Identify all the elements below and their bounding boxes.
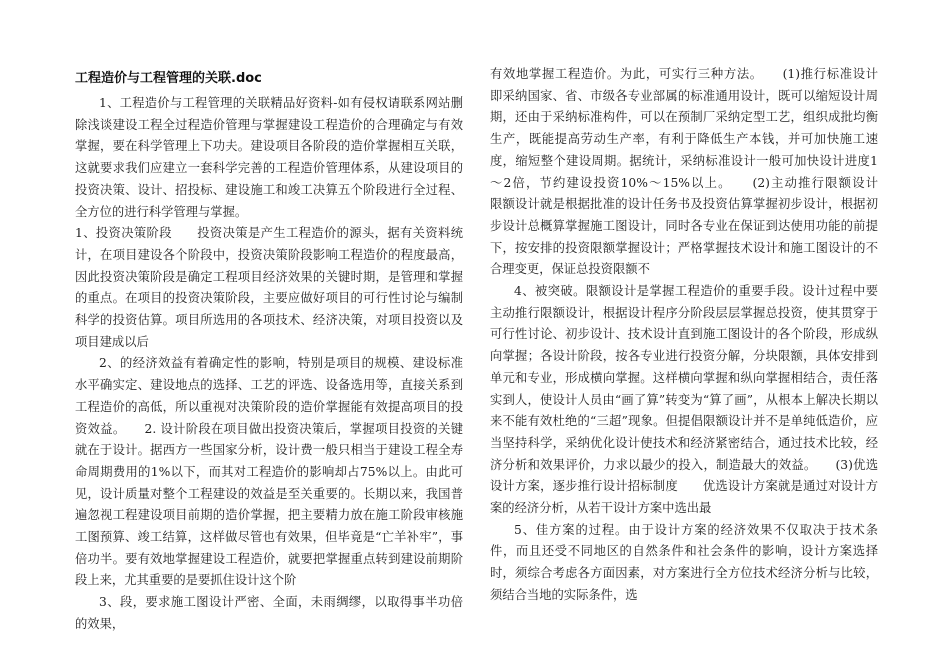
document-title: 工程造价与工程管理的关联.doc xyxy=(75,71,262,86)
paragraph-6: 4、被突破。限额设计是掌握工程造价的重要手段。设计过程中要主动推行限额设计，根据设计程序分阶段层层掌握总投资，使其贯穿于可行性讨论、初步设计、技术设计直到施工图设计的各个阶段，形成纵向掌握；各设计阶段，按各专业进行投资分解，分块限额，具体安排到单元和专业，形成横向掌握。这样横向掌握和纵向掌握相结合，责任落实到人，使设计人员由“画了算”转变为“算了画”，从根本上解决长期以来不能有效杜绝的“三超”现象。但提倡限额设计并不是单纯低造价，应当坚持科学，采纳优化设计使技术和经济紧密结合，通过技术比较，经济分析和效果评价，力求以最少的投入，制造最大的效益。 (3)优选设计方案，逐步推行设计招标制度 优选设计方案就是通过对设计方案的经济分析，从若干设计方案中选出最 xyxy=(490,284,878,516)
paragraph-3: 2、的经济效益有着确定性的影响，特别是项目的规模、建设标准水平确实定、建设地点的选择、工艺的评选、设备选用等，直接关系到工程造价的高低，所以重视对决策阶段的造价掌握能有效提高项目的投资效益。 2. 设计阶段在项目做出投资决策后，掌握项目投资的关键就在于设计。据西方一些国家分析，设计费一般只相当于建设工程全寿命周期费用的1%以下，而其对工程造价的影响却占75%以上。由此可见，设计质量对整个工程建设的效益是至关重要的。长期以来，我国普遍忽视工程建设项目前期的造价掌握，把主要精力放在施工阶段审核施工图预算、竣工结算，这样做尽管也有效果，但毕竟是“亡羊补牢”，事倍功半。要有效地掌握建设工程造价，就要把掌握重点转到建设前期阶段上来，尤其重要的是要抓住设计这个阶 xyxy=(75,356,463,588)
paragraph-5: 有效地掌握工程造价。为此，可实行三种方法。 (1)推行标准设计 即采纳国家、省、市级各专业部属的标准通用设计，既可以缩短设计周期，还由于采纳标准构件，可以在预制厂采纳定型工艺，组织成批均衡生产，既能提高劳动生产率，有利于降低生产本钱，并可加快施工速度，缩短整个建设周期。据统计，采纳标准设计一般可加快设计进度1～2倍，节约建设投资10%～15%以上。 (2)主动推行限额设计 限额设计就是根据批准的设计任务书及投资估算掌握初步设计，根据初步设计总概算掌握施工图设计，同时各专业在保证到达使用功能的前提下，按安排的投资限额掌握设计；严格掌握技术设计和施工图设计的不合理变更，保证总投资限额不 xyxy=(490,67,903,277)
paragraph-2: 1、投资决策阶段 投资决策是产生工程造价的源头，据有关资料统计，在项目建设各个阶段中，投资决策阶段影响工程造价的程度最高，因此投资决策阶段是确定工程项目经济效果的关键时期，是管理和掌握的重点。在项目的投资决策阶段，主要应做好项目的可行性讨论与编制科学的投资估算。项目所选用的各项技术、经济决策，对项目投资以及项目建成以后 xyxy=(75,226,463,349)
paragraph-1: 1、工程造价与工程管理的关联精品好资料-如有侵权请联系网站删除浅谈建设工程全过程造价管理与掌握建设工程造价的合理确定与有效掌握，要在科学管理上下功夫。建设项目各阶段的造价掌握相互关联，这就要求我们应建立一套科学完善的工程造价管理体系，从建设项目的投资决策、设计、招投标、建设施工和竣工决算五个阶段进行全过程、全方位的进行科学管理与掌握。 xyxy=(75,96,463,219)
right-column xyxy=(490,64,903,607)
paragraph-4: 3、段，要求施工图设计严密、全面，未雨绸缪，以取得事半功倍的效果， xyxy=(75,595,463,631)
paragraph-7: 5、佳方案的过程。由于设计方案的经济效果不仅取决于技术条件，而且还受不同地区的自然条件和社会条件的影响，设计方案选择时，须综合考虑各方面因素，对方案进行全方位技术经济分析与比较，须结合当地的实际条件，选 xyxy=(490,522,878,602)
left-column xyxy=(75,64,463,636)
